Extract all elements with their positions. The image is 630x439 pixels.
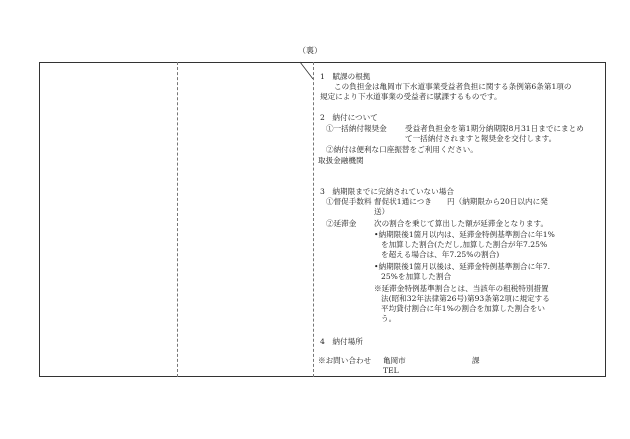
s2-heading: 2 納付について — [320, 113, 378, 122]
s3-late-intro: 次の割合を乗じて算出した額が延滞金となります。 — [374, 219, 549, 228]
s3-fee-label: ①督促手数料 — [326, 197, 372, 206]
s3-bullet2-line2: 25%を加算した割合 — [381, 272, 452, 281]
s2-item1-line2: て一括納付されますと報奨金を交付します。 — [405, 134, 557, 143]
cut-line-left — [177, 62, 178, 377]
s4-heading: 4 納付場所 — [320, 337, 363, 346]
s1-line2: 規定により下水道事業の受益者に賦課するものです。 — [320, 92, 502, 101]
s3-note-line4: う。 — [381, 314, 397, 323]
s1-heading: 1 賦課の根拠 — [320, 72, 371, 81]
contact-dept: 課 — [472, 356, 480, 365]
s3-heading: 3 納期限までに完納されていない場合 — [320, 187, 454, 196]
s2-item1-line1: 受益者負担金を第1期分納期限8月31日までにまとめ — [405, 124, 584, 133]
bank-label: 取扱金融機関 — [318, 156, 364, 165]
s2-item2: ②納付は便利な口座振替をご利用ください。 — [326, 145, 478, 154]
s3-bullet1-line1: •納期限後1箇月以内は、延滞金特例基準割合に年1% — [374, 230, 555, 239]
contact-label: ※お問い合わせ — [318, 356, 372, 365]
s2-item1-label: ①一括納付報奨金 — [326, 124, 387, 133]
page-title: （裏） — [298, 46, 322, 55]
s3-bullet1-line3: を超える場合は、年7.25%の割合) — [381, 250, 500, 259]
s3-fee-line1: 督促状1通につき 円（納期限から20日以内に発 — [374, 197, 548, 206]
contact-city: 亀岡市 — [383, 356, 406, 365]
cut-line-right — [313, 62, 314, 377]
s1-line1: この負担金は亀岡市下水道事業受益者負担に関する条例第6条第1項の — [334, 82, 572, 91]
s3-bullet2-line1: •納期限後1箇月以後は、延滞金特例基準割合に年7. — [374, 262, 551, 271]
s3-late-label: ②延滞金 — [326, 219, 357, 228]
corner-notch — [300, 62, 314, 80]
s3-note-line1: ※延滞金特例基準割合とは、当該年の租税特別措置 — [374, 284, 549, 293]
contact-tel: TEL — [383, 366, 399, 375]
s3-note-line2: 法(昭和32年法律第26号)第93条第2項に規定する — [381, 294, 550, 303]
s3-bullet1-line2: を加算した割合(ただし,加算した割合が年7.25% — [381, 240, 548, 249]
s3-fee-line2: 送） — [374, 207, 390, 216]
s3-note-line3: 平均貸付割合に年1%の割合を加算した割合をい — [381, 304, 545, 313]
